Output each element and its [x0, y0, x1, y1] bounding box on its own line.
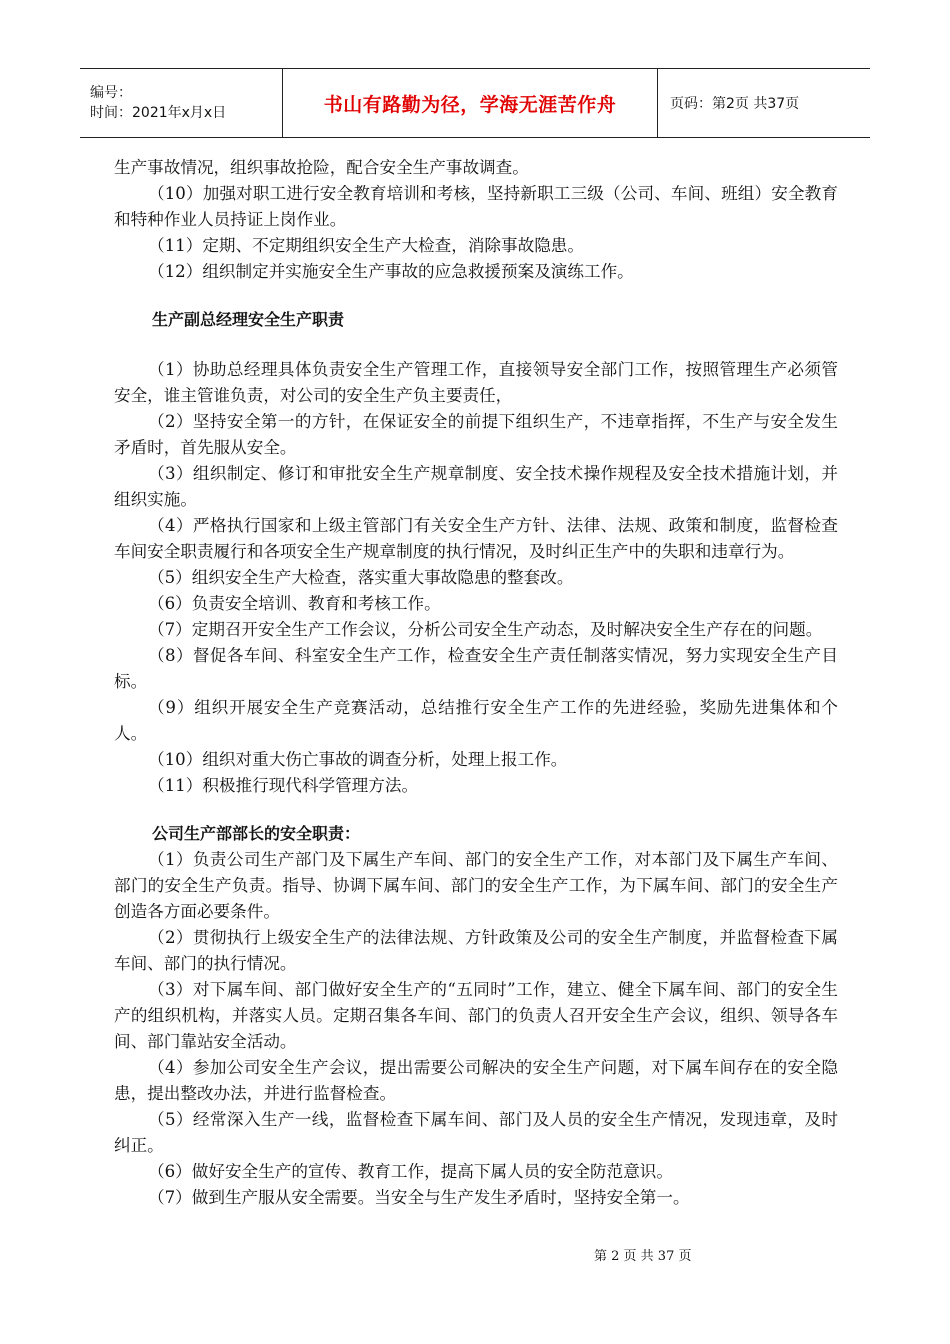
section-heading: 公司生产部部长的安全职责：: [152, 824, 361, 843]
paragraph: （5）组织安全生产大检查，落实重大事故隐患的整套改。: [148, 568, 574, 587]
section-heading: 生产副总经理安全生产职责: [152, 310, 345, 329]
paragraph: （11）积极推行现代科学管理方法。: [148, 776, 419, 795]
paragraph: （11）定期、不定期组织安全生产大检查，消除事故隐患。: [148, 236, 584, 255]
paragraph: （6）做好安全生产的宣传、教育工作，提高下属人员的安全防范意识。: [148, 1162, 673, 1181]
paragraph: （9）组织开展安全生产竞赛活动，总结推行安全生产工作的先进经验，奖励先进集体和个人。: [114, 698, 838, 743]
paragraph: （10）加强对职工进行安全教育培训和考核，坚持新职工三级（公司、车间、班组）安全教育和特种作业人员持证上岗作业。: [114, 184, 838, 229]
header-page-cell: [658, 69, 870, 137]
paragraph: （5）经常深入生产一线，监督检查下属车间、部门及人员的安全生产情况，发现违章，及时纠正。: [114, 1110, 838, 1155]
paragraph: （6）负责安全培训、教育和考核工作。: [148, 594, 441, 613]
paragraph: （2）贯彻执行上级安全生产的法律法规、方针政策及公司的安全生产制度，并监督检查下属车间、部门的执行情况。: [114, 928, 838, 973]
paragraph: （8）督促各车间、科室安全生产工作，检查安全生产责任制落实情况，努力实现安全生产目标。: [114, 646, 838, 691]
paragraph: （1）负责公司生产部门及下属生产车间、部门的安全生产工作，对本部门及下属生产车间、部门的安全生产负责。指导、协调下属车间、部门的安全生产工作，为下属车间、部门的安全生产创造各方面必要条件。: [114, 850, 838, 921]
paragraph: （1）协助总经理具体负责安全生产管理工作，直接领导安全部门工作，按照管理生产必须管安全，谁主管谁负责，对公司的安全生产负主要责任，: [114, 360, 838, 405]
paragraph: （3）对下属车间、部门做好安全生产的“五同时”工作，建立、健全下属车间、部门的安全生产的组织机构，并落实人员。定期召集各车间、部门的负责人召开安全生产会议，组织、领导各车间、部门靠站安全活动。: [114, 980, 838, 1051]
motto-text: 书山有路勤为径，学海无涯苦作舟: [323, 93, 617, 116]
document-body: [114, 155, 838, 1211]
header-motto-cell: [283, 69, 658, 137]
paragraph: （4）严格执行国家和上级主管部门有关安全生产方针、法律、法规、政策和制度，监督检查车间安全职责履行和各项安全生产规章制度的执行情况，及时纠正生产中的失职和违章行为。: [114, 516, 838, 561]
paragraph: （7）定期召开安全生产工作会议，分析公司安全生产动态，及时解决安全生产存在的问题。: [148, 620, 823, 639]
header-meta: [80, 69, 283, 137]
header-page-label: 页码：第2页 共37页: [670, 96, 800, 112]
paragraph: （2）坚持安全第一的方针，在保证安全的前提下组织生产，不违章指挥，不生产与安全发生矛盾时，首先服从安全。: [114, 412, 838, 457]
paragraph: （12）组织制定并实施安全生产事故的应急救援预案及演练工作。: [148, 262, 634, 281]
paragraph: （3）组织制定、修订和审批安全生产规章制度、安全技术操作规程及安全技术措施计划，并组织实施。: [114, 464, 838, 509]
paragraph: （10）组织对重大伤亡事故的调查分析，处理上报工作。: [148, 750, 568, 769]
paragraph: （4）参加公司安全生产会议，提出需要公司解决的安全生产问题，对下属车间存在的安全隐患，提出整改办法，并进行监督检查。: [114, 1058, 838, 1103]
paragraph: 生产事故情况，组织事故抢险，配合安全生产事故调查。: [114, 158, 529, 177]
document-header: [80, 68, 870, 138]
paragraph: （7）做到生产服从安全需要。当安全与生产发生矛盾时，坚持安全第一。: [148, 1188, 690, 1207]
date-label: 时间：2021年x月x日: [90, 105, 227, 121]
number-label: 编号：: [90, 85, 132, 101]
footer-page-number: 第 2 页 共 37 页: [594, 1249, 692, 1264]
